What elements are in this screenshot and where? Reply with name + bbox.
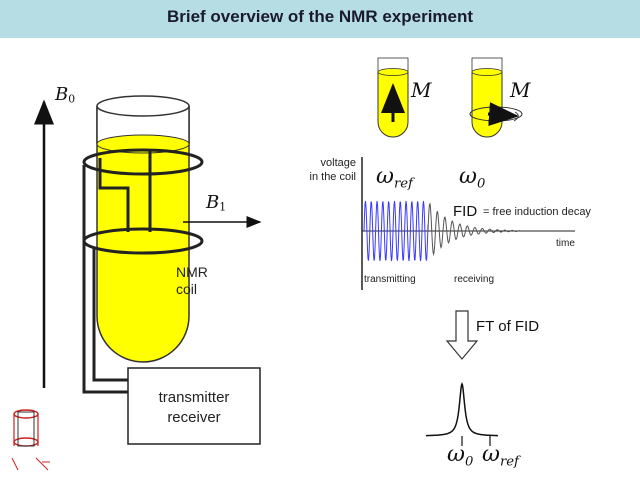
b1-symbol: B <box>206 192 220 213</box>
b1-label <box>206 192 226 214</box>
nmr-coil-thumbnail-icon <box>8 400 62 472</box>
nmr-coil-label <box>176 264 208 298</box>
time-axis-label: time <box>556 238 575 249</box>
b1-subscript: 1 <box>219 200 227 214</box>
b0-subscript: 0 <box>68 92 76 106</box>
fid-description: = free induction decay <box>483 206 591 218</box>
transmitter-label: transmitter <box>158 389 230 406</box>
omega0-bottom-label <box>447 442 473 470</box>
omega-ref-bottom-symbol: ω <box>482 442 500 467</box>
omega0-top-symbol: ω <box>459 164 477 189</box>
omega-ref-bottom-subscript: ref <box>499 454 519 470</box>
omega-ref-top-symbol: ω <box>376 164 394 189</box>
receiving-label: receiving <box>454 274 495 285</box>
fid-label: FID <box>453 203 478 220</box>
voltage-label <box>298 156 356 184</box>
ft-down-arrow <box>447 311 477 359</box>
spectrum-plot <box>426 384 498 446</box>
nmr-coil-label-line2: coil <box>176 281 198 297</box>
nmr-coil-label-line1: NMR <box>176 264 208 280</box>
voltage-label-line1: voltage <box>320 157 356 169</box>
transmitting-label: transmitting <box>364 274 416 285</box>
omega0-bottom-symbol: ω <box>447 442 465 467</box>
m-left-label: M <box>411 78 432 102</box>
omega-ref-top-subscript: ref <box>393 176 413 192</box>
ft-of-fid-label: FT of FID <box>476 318 540 335</box>
b0-label <box>55 84 75 106</box>
voltage-label-line2: in the coil <box>309 171 356 183</box>
page-title: Brief overview of the NMR experiment <box>166 7 474 26</box>
m-right-label: M <box>510 78 531 102</box>
tube-magnetization-up <box>378 58 408 137</box>
omega0-top-label <box>459 164 485 192</box>
omega-ref-top-label <box>376 164 413 192</box>
transmitter-receiver-label <box>128 388 260 428</box>
spectrum-peak <box>426 384 498 436</box>
omega0-top-subscript: 0 <box>476 176 486 192</box>
receiver-label: receiver <box>167 409 221 426</box>
omega-ref-bottom-label <box>482 442 519 470</box>
b0-symbol: B <box>55 84 69 105</box>
omega0-bottom-subscript: 0 <box>464 454 474 470</box>
